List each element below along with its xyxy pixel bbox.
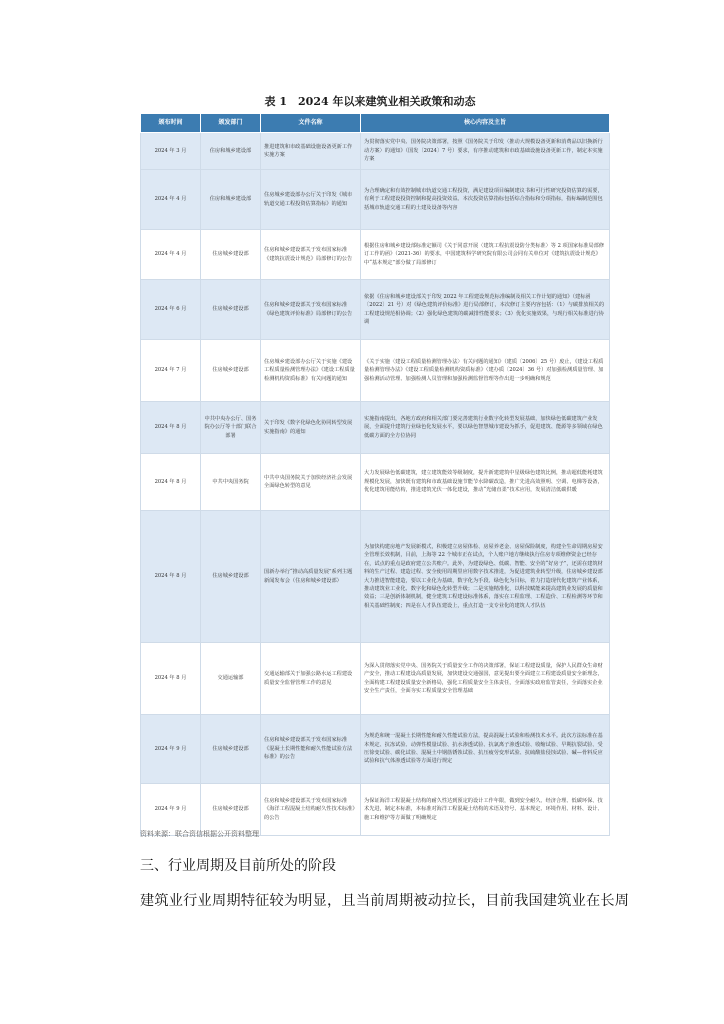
cell-date: 2024 年 7 月 [141,340,201,402]
cell-dept: 中共中央办公厅、国务院办公厅等十部门联合部署 [201,402,261,454]
cell-content: 根据住房和城乡建设部标准定额司《关于同意开展〈建筑工程抗震设防分类标准〉等 2 项国家标准局部修订工作的函》（2021-36）的要求，中国建筑科学研究院有限公司会同有关单位对《建筑抗震设计规范》中“基本规定”部分做了局部修订 [361,230,610,280]
cell-dept: 住房城乡建设部 [201,511,261,643]
table-row [141,170,610,230]
table-row [141,511,610,643]
cell-content: 为规范和统一混凝土长期性能和耐久性能试验方法，提高混凝土试验和检测技术水平。此次方法标准在基本规定、抗冻试验、动弹性模量试验、抗水渗透试验、抗氯离子渗透试验、收缩试验、早期抗裂试验、受压徐变试验、碳化试验、混凝土中钢筋锈蚀试验、抗压疲劳变形试验、抗硫酸盐侵蚀试验、碱—骨料反应试验和抗气体渗透试验等方面进行规定 [361,715,610,784]
source-note: 资料来源：联合资信根据公开资料整理 [140,830,259,838]
table-row [141,784,610,836]
cell-doc: 住房和城乡建设部关于发布国家标准《建筑抗震设计规范》局部修订的公告 [261,230,361,280]
cell-doc: 关于印发《数字化绿色化协同转型发展实施指南》的通知 [261,402,361,454]
cell-content: 《关于实施〈建设工程质量检测管理办法〉有关问题的通知》（建质〔2006〕25 号）废止，《建设工程质量检测管理办法》《建设工程质量检测机构资质标准》（建办质〔2024〕36 号）对加强检测质量管理、加强检测活动管理、加强检测人员管理和加强检测监督管理等作出进一步明确和规范 [361,340,610,402]
cell-date: 2024 年 4 月 [141,230,201,280]
table-row [141,643,610,715]
header-dept: 颁发部门 [201,114,261,133]
cell-doc: 国新办举行“推动高质量发展”系列主题新闻发布会（住房和城乡建设部） [261,511,361,643]
table-row [141,133,610,170]
table-title: 表 1 2024 年以来建筑业相关政策和动态 [264,95,476,108]
table-row [141,715,610,784]
cell-doc: 住房和城乡建设部关于发布国家标准《海洋工程混凝土结构耐久性技术标准》的公告 [261,784,361,836]
cell-dept: 住房和城乡建设部 [201,133,261,170]
cell-content: 为保证海洋工程混凝土结构的耐久性达到预定的设计工作年限，做到安全耐久、经济合理、低碳环保、技术先进，制定本标准，本标准对海洋工程混凝土结构的术语及符号、基本规定、环境作用、材料、设计、施工和维护等方面做了明确规定 [361,784,610,836]
cell-dept: 住房城乡建设部 [201,715,261,784]
cell-content: 大力发展绿色低碳建筑，建立建筑能效等级制度，提升新建建筑中星级绿色建筑比例，推动超低能耗建筑规模化发展，加快既有建筑和市政基础设施节能节水降碳改造，推广先进高效照明、空调、电梯等设备，优化建筑用能结构，推进建筑光伏一体化建设，推动“光储直柔”技术应用，发展清洁低碳供暖 [361,454,610,511]
cell-date: 2024 年 6 月 [141,280,201,340]
header-content: 核心内容及主旨 [361,114,610,133]
cell-date: 2024 年 9 月 [141,784,201,836]
cell-date: 2024 年 8 月 [141,402,201,454]
table-row [141,230,610,280]
section-heading: 三、行业周期及目前所处的阶段 [140,858,336,874]
cell-content: 实施指南提出，各地方政府和相关部门要完善建筑行业数字化转型发展基础，加快绿色低碳建筑产业发展，全面提升建筑行业绿色化发展水平，要以绿色智慧城市建设为抓手，促进建筑、能源等多领域在绿色低碳方面的全方位协同 [361,402,610,454]
cell-dept: 交通运输部 [201,643,261,715]
body-paragraph: 建筑业行业周期特征较为明显，且当前周期被动拉长，目前我国建筑业在长周 [140,893,630,909]
cell-content: 为合理确定和有效控制城市轨道交通工程投资，满足建设项目编制建议书和可行性研究投资估算的需要，有利于工程建设投资控制和提高投资效益。本次投资估算指标包括综合指标和分项指标，指标编制范围包括城市轨道交通工程的土建及设备等内容 [361,170,610,230]
cell-dept: 住房城乡建设部 [201,280,261,340]
cell-doc: 中共中央国务院关于加快经济社会发展全面绿色转型的意见 [261,454,361,511]
cell-doc: 住房城乡建设部办公厅关于印发《城市轨道交通工程投资估算指标》的通知 [261,170,361,230]
cell-doc: 交通运输部关于加强公路水运工程建设质量安全监督管理工作的意见 [261,643,361,715]
cell-dept: 中共中央国务院 [201,454,261,511]
cell-date: 2024 年 8 月 [141,454,201,511]
cell-date: 2024 年 4 月 [141,170,201,230]
header-doc: 文件名称 [261,114,361,133]
cell-date: 2024 年 9 月 [141,715,201,784]
cell-dept: 住房和城乡建设部 [201,170,261,230]
cell-content: 为加快构建房地产发展新模式，积极建立房屋体检、房屋养老金、房屋保险制度，构建全生命周期房屋安全管理长效机制，目前，上海等 22 个城市正在试点，个人账户地方继续执行住房专项维修资金已经存在，试点的重点是政府建立公共账户。此外，为建设绿色、低碳、智能、安全的“好房子”，还需在建筑材料的生产过程、建造过程、安全使用周期里应用数字技术推进，为促进建筑业转型升级，住房城乡建设部大力推进智能建造，要以工业化为基础，数字化为手段、绿色化为目标，着力打造现代化建筑产业体系，推动建筑业工业化、数字化和绿色化转型升级；二是实施精准化，以科技赋能来提高建筑业发展的质量和效益；三是创新体制机制，健全建筑工程建设标准体系，落实在工程监理、工程造价、工程检测等环节和相关基础性制度；四是在人才队伍建设上，重点打造一支专业化的建筑人才队伍 [361,511,610,643]
table-row [141,280,610,340]
header-date: 颁布时间 [141,114,201,133]
cell-dept: 住房城乡建设部 [201,340,261,402]
cell-date: 2024 年 8 月 [141,643,201,715]
cell-content: 依据《住房和城乡建设部关于印发 2022 年工程建设规范标准编制及相关工作计划的通知》（建标函〔2022〕21 号）对《绿色建筑评价标准》进行局部修订，本次修订主要内容包括：（1）与碳排放相关的工程建设规范相协调；（2）强化绿色建筑的碳减排性能要求；（3）优化实施效果，与现行相关标准进行协调 [361,280,610,340]
cell-doc: 住房和城乡建设部关于发布国家标准《绿色建筑评价标准》局部修订的公告 [261,280,361,340]
table-row [141,454,610,511]
table-row [141,402,610,454]
cell-date: 2024 年 8 月 [141,511,201,643]
table-header-row [141,114,610,133]
cell-date: 2024 年 3 月 [141,133,201,170]
cell-dept: 住房城乡建设部 [201,230,261,280]
cell-content: 为深入贯彻落实党中央、国务院关于质量安全工作的决策部署，保证工程建设质量，保护人民群众生命财产安全，推动工程建设高质量发展，加快建设交通强国，意见提出要全面建立工程建设质量安全新理念，全面构建工程建设质量安全新格局，强化工程质量安全主体责任，全面落实政府监管责任，全面落实企业安全生产责任，全面夯实工程质量安全管理基础 [361,643,610,715]
cell-doc: 住房和城乡建设部关于发布国家标准《混凝土长期性能和耐久性能试验方法标准》的公告 [261,715,361,784]
cell-doc: 住房城乡建设部办公厅关于实施《建设工程质量检测管理办法》《建设工程质量检测机构资质标准》有关问题的通知 [261,340,361,402]
cell-dept: 住房城乡建设部 [201,784,261,836]
table-row [141,340,610,402]
cell-doc: 推进建筑和市政基础设施设备更新工作实施方案 [261,133,361,170]
cell-content: 为贯彻落实党中央、国务院决策部署，按照《国务院关于印发〈推动大规模设备更新和消费品以旧换新行动方案〉的通知》（国发〔2024〕7 号）要求，有序推动建筑和市政基础设施设备更新工作，制定本实施方案 [361,133,610,170]
policy-table [140,113,610,836]
